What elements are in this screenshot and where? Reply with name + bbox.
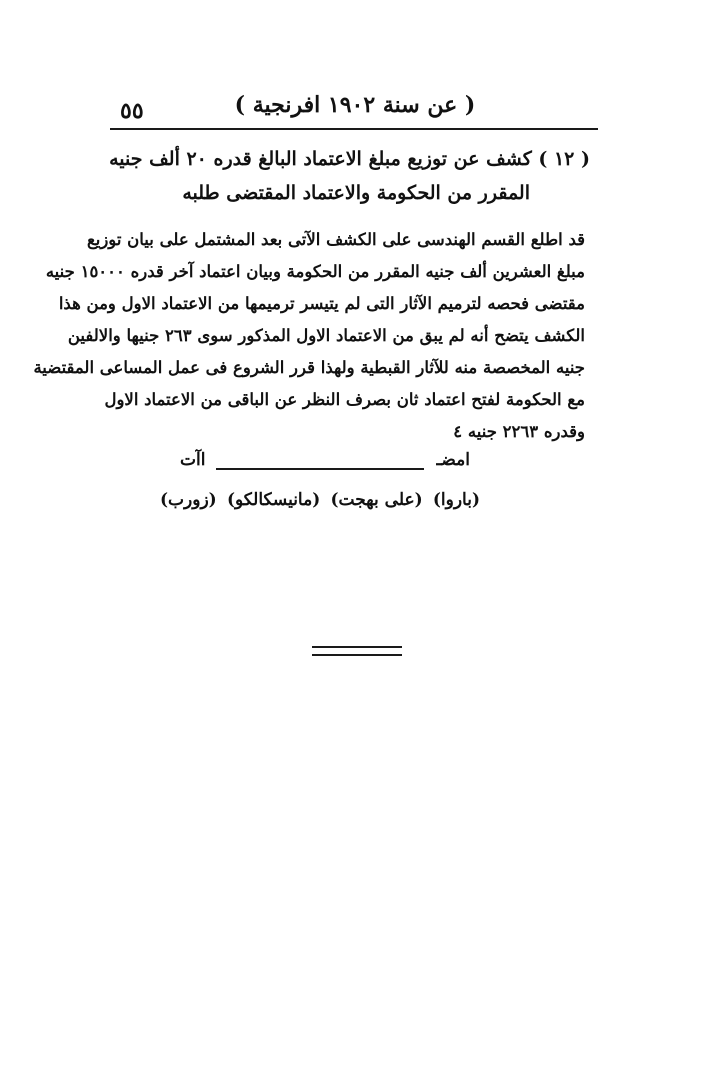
- body-paragraph: [33, 224, 585, 448]
- footer-double-rule: [312, 646, 402, 656]
- body-line: جنيه المخصصة منه للآثار القبطية ولهذا قرر الشروع فى عمل المساعى المقتضية: [33, 358, 585, 377]
- body-line: الكشف يتضح أنه لم يبق من الاعتماد الاول المذكور سوى ٢٦٣ جنيها والالفين: [67, 326, 585, 345]
- signatory-name: (مانيسكالكو): [226, 490, 321, 510]
- signatory-name: (زورب): [160, 490, 217, 510]
- running-title: ( عن سنة ١٩٠٢ افرنجية ): [234, 92, 476, 118]
- page-number: ٥٥: [120, 98, 144, 124]
- signature-label: امضـ: [436, 450, 470, 470]
- section-subheading: المقرر من الحكومة والاعتماد المقتضى طلبه: [182, 182, 530, 204]
- signatory-name: (باروا): [432, 490, 480, 510]
- section-heading: ( ١٢ ) كشف عن توزيع مبلغ الاعتماد البالغ قدره ٢٠ ألف جنيه: [109, 148, 590, 170]
- signature-row: [180, 450, 470, 480]
- header-rule: [110, 128, 598, 130]
- signature-marker: اآت: [180, 450, 206, 470]
- body-line: وقدره ٢٢٦٣ جنيه ٤: [453, 422, 585, 441]
- body-line: مقتضى فحصه لترميم الآثار التى لم يتيسر ترميمها من الاعتماد الاول ومن هذا: [58, 294, 585, 313]
- body-line: مع الحكومة لفتح اعتماد ثان بصرف النظر عن الباقى من الاعتماد الاول: [104, 390, 585, 409]
- signature-line: [216, 468, 424, 470]
- body-line: مبلغ العشرين ألف جنيه المقرر من الحكومة وبيان اعتماد آخر قدره ١٥٠٠٠ جنيه: [45, 262, 585, 281]
- body-line: قد اطلع القسم الهندسى على الكشف الآتى بعد المشتمل على بيان توزيع: [86, 230, 585, 249]
- signatory-name: (على بهجت): [330, 490, 423, 510]
- signatories: [160, 490, 480, 510]
